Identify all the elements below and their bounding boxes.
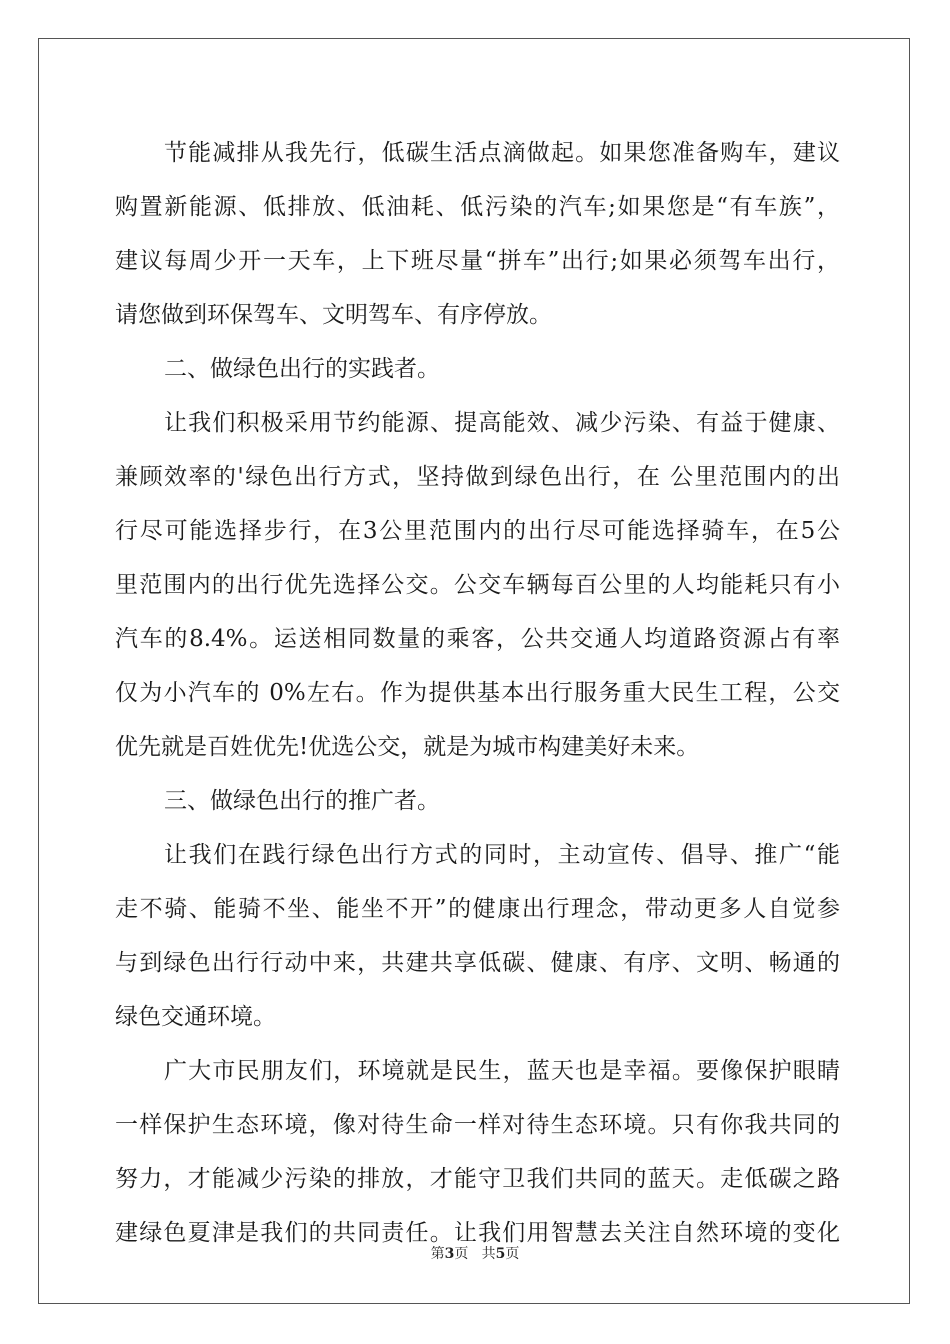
paragraph-line: 建议每周少开一天车，上下班尽量“拼车”出行;如果必须驾车出行， [115, 248, 840, 274]
page-total: 5 [495, 1246, 506, 1262]
paragraph-line: 仅为小汽车的 0%左右。作为提供基本出行服务重大民生工程，公交 [115, 680, 840, 706]
paragraph-line: 请您做到环保驾车、文明驾车、有序停放。 [115, 302, 552, 328]
page-current: 3 [444, 1246, 455, 1262]
paragraph-line: 汽车的8.4%。运送相同数量的乘客，公共交通人均道路资源占有率 [115, 626, 840, 652]
paragraph-line: 广大市民朋友们，环境就是民生，蓝天也是幸福。要像保护眼睛 [164, 1058, 840, 1084]
paragraph-line: 购置新能源、低排放、低油耗、低污染的汽车;如果您是“有车族”， [115, 194, 840, 220]
paragraph-line: 里范围内的出行优先选择公交。公交车辆每百公里的人均能耗只有小 [115, 572, 840, 598]
total-prefix: 共 [481, 1246, 496, 1262]
section-heading: 三、做绿色出行的推广者。 [164, 788, 440, 814]
paragraph-line: 节能减排从我先行，低碳生活点滴做起。如果您准备购车，建议 [164, 140, 840, 166]
paragraph-line: 与到绿色出行行动中来，共建共享低碳、健康、有序、文明、畅通的 [115, 950, 840, 976]
paragraph-line: 走不骑、能骑不坐、能坐不开”的健康出行理念，带动更多人自觉参 [115, 896, 840, 922]
section-heading: 二、做绿色出行的实践者。 [164, 356, 440, 382]
paragraph-line: 一样保护生态环境，像对待生命一样对待生态环境。只有你我共同的 [115, 1112, 840, 1138]
paragraph-line: 让我们在践行绿色出行方式的同时，主动宣传、倡导、推广“能 [164, 842, 840, 868]
paragraph-line: 让我们积极采用节约能源、提高能效、减少污染、有益于健康、 [164, 410, 840, 436]
page-footer [0, 1243, 950, 1263]
document-body [115, 126, 840, 1260]
paragraph-line: 兼顾效率的'绿色出行方式，坚持做到绿色出行，在 公里范围内的出 [115, 464, 840, 490]
total-suffix: 页 [505, 1246, 520, 1262]
paragraph-line: 行尽可能选择步行，在3公里范围内的出行尽可能选择骑车，在5公 [115, 518, 840, 544]
paragraph-line: 努力，才能减少污染的排放，才能守卫我们共同的蓝天。走低碳之路 [115, 1166, 840, 1192]
paragraph-line: 优先就是百姓优先!优选公交，就是为城市构建美好未来。 [115, 734, 700, 760]
paragraph-line: 绿色交通环境。 [115, 1004, 276, 1030]
paragraph-line: 建绿色夏津是我们的共同责任。让我们用智慧去关注自然环境的变化 [115, 1220, 840, 1246]
page-prefix: 第 [430, 1246, 445, 1262]
page-suffix: 页 [454, 1246, 469, 1262]
